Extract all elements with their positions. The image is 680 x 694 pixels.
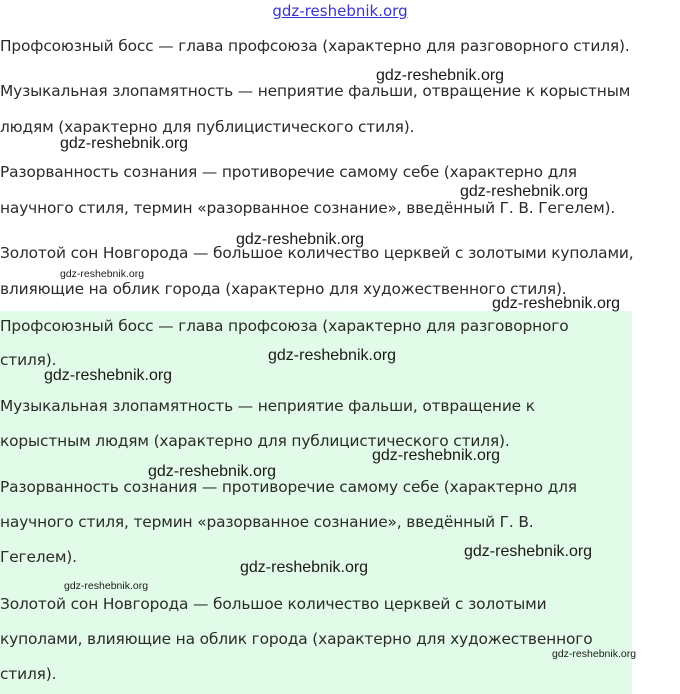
watermark: gdz-reshebnik.org xyxy=(376,67,505,84)
site-title[interactable]: gdz-reshebnik.org xyxy=(272,2,408,20)
watermark: gdz-reshebnik.org xyxy=(460,183,589,200)
watermark: gdz-reshebnik.org xyxy=(464,543,593,560)
text-line: Золотой сон Новгорода — большое количество церквей с золотыми куполами, xyxy=(0,244,634,262)
text-line: людям (характерно для публицистического стиля). xyxy=(0,118,415,136)
watermark: gdz-reshebnik.org xyxy=(552,648,637,660)
text-line: куполами, влияющие на облик города (характерно для художественного xyxy=(0,630,593,648)
text-line: влияющие на облик города (характерно для художественного стиля). xyxy=(0,280,567,298)
text-line: Гегелем). xyxy=(0,548,77,566)
text-line: Музыкальная злопамятность — неприятие фальши, отвращение к xyxy=(0,397,535,415)
text-line: корыстным людям (характерно для публицистического стиля). xyxy=(0,432,510,450)
watermark: gdz-reshebnik.org xyxy=(64,580,149,592)
text-line: Профсоюзный босс — глава профсоюза (характерно для разговорного стиля). xyxy=(0,37,630,55)
watermark: gdz-reshebnik.org xyxy=(148,463,277,480)
text-line: Разорванность сознания — противоречие самому себе (характерно для xyxy=(0,478,577,496)
watermark: gdz-reshebnik.org xyxy=(60,268,145,280)
watermark: gdz-reshebnik.org xyxy=(492,295,621,312)
watermark: gdz-reshebnik.org xyxy=(44,367,173,384)
text-line: стиля). xyxy=(0,351,57,369)
text-line: Музыкальная злопамятность — неприятие фальши, отвращение к корыстным xyxy=(0,82,631,100)
watermark: gdz-reshebnik.org xyxy=(60,135,189,152)
watermark: gdz-reshebnik.org xyxy=(372,447,501,464)
text-line: Золотой сон Новгорода — большое количество церквей с золотыми xyxy=(0,595,547,613)
text-line: Профсоюзный босс — глава профсоюза (характерно для разговорного xyxy=(0,317,569,335)
watermark: gdz-reshebnik.org xyxy=(240,559,369,576)
watermark: gdz-reshebnik.org xyxy=(236,231,365,248)
watermark: gdz-reshebnik.org xyxy=(268,347,397,364)
text-line: научного стиля, термин «разорванное сознание», введённый Г. В. Гегелем). xyxy=(0,199,616,217)
text-line: стиля). xyxy=(0,665,57,683)
text-line: Разорванность сознания — противоречие самому себе (характерно для xyxy=(0,163,577,181)
text-line: научного стиля, термин «разорванное сознание», введённый Г. В. xyxy=(0,513,534,531)
